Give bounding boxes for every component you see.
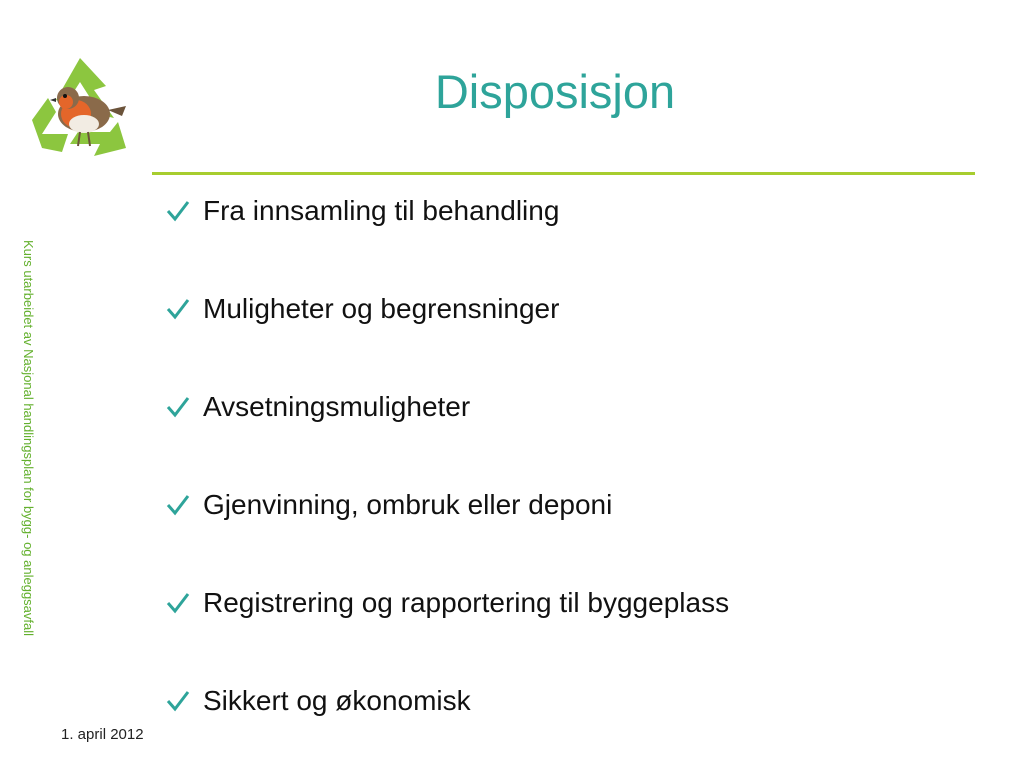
checkmark-icon (165, 296, 191, 322)
list-item (165, 387, 729, 426)
list-item (165, 191, 729, 230)
bullet-text: Registrering og rapportering til byggeplass (203, 586, 730, 618)
bullet-text: Muligheter og begrensninger (203, 292, 560, 324)
checkmark-icon (165, 688, 191, 714)
slide-title: Disposisjon (434, 65, 676, 118)
checkmark-icon (165, 198, 191, 224)
bullet-text: Avsetningsmuligheter (203, 390, 471, 422)
title-divider (152, 172, 975, 175)
vertical-side-text: Kurs utarbeidet av Nasjonal handlingsplan for bygg- og anleggsavfall (21, 240, 36, 637)
bullet-text: Gjenvinning, ombruk eller deponi (203, 488, 613, 520)
recycle-robin-logo (22, 52, 138, 168)
slide-date: 1. april 2012 (61, 726, 144, 743)
list-item (165, 289, 729, 328)
checkmark-icon (165, 590, 191, 616)
checkmark-icon (165, 394, 191, 420)
bullet-text: Sikkert og økonomisk (203, 684, 471, 716)
list-item (165, 583, 729, 622)
list-item (165, 681, 729, 720)
bullet-list (165, 191, 729, 768)
bullet-text: Fra innsamling til behandling (203, 194, 560, 226)
list-item (165, 485, 729, 524)
checkmark-icon (165, 492, 191, 518)
